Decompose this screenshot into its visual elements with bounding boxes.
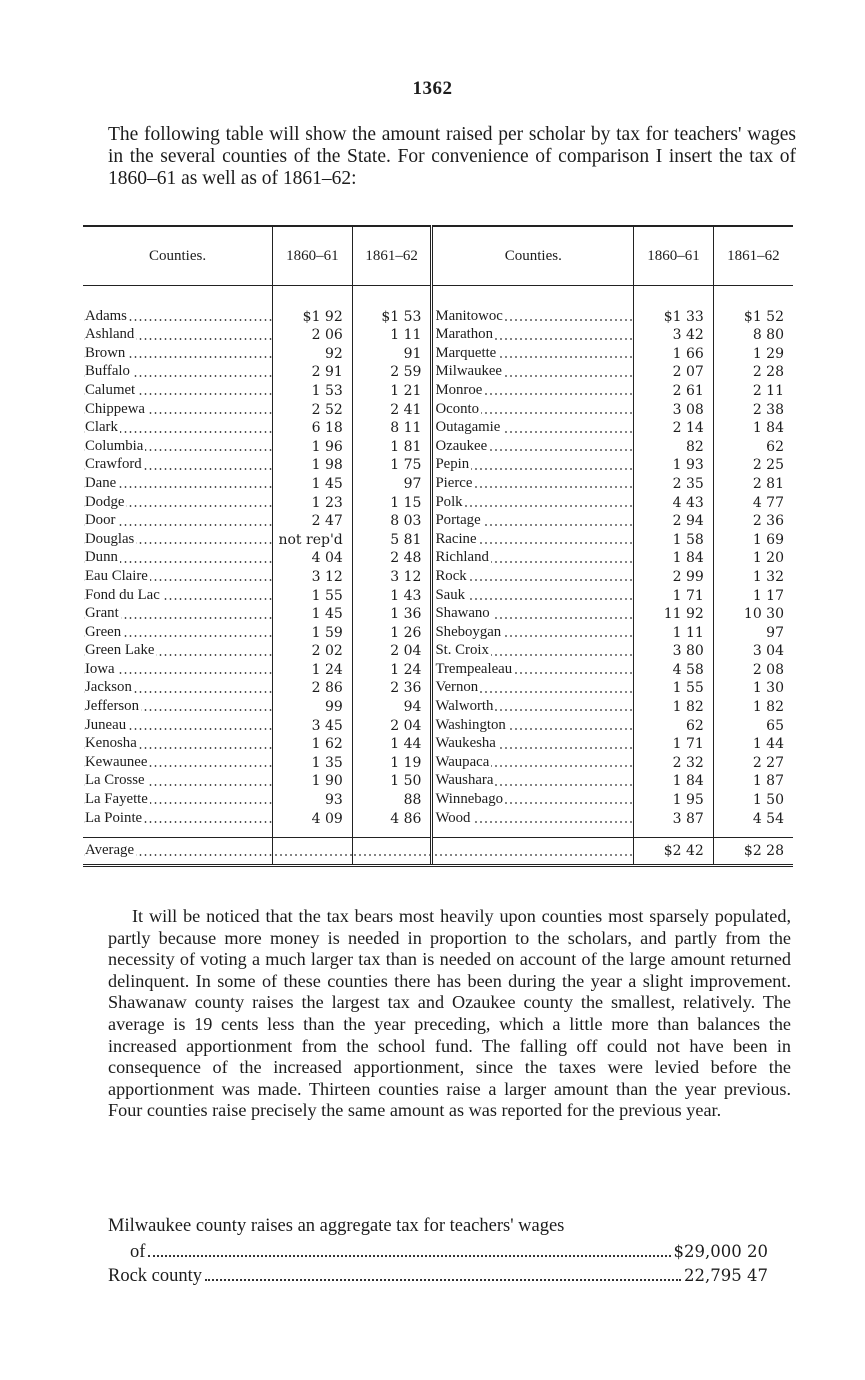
right-1860-61-value: 3 80: [634, 641, 714, 660]
left-1861-62-value: 94: [352, 696, 432, 715]
county-name: Eau Claire: [85, 567, 148, 584]
table-spacer-row: [83, 827, 793, 838]
county-name: Pepin: [435, 456, 470, 473]
header-1861-62-right: 1861–62: [713, 226, 793, 286]
milwaukee-of-label: of: [130, 1242, 146, 1262]
right-county-cell: [432, 343, 634, 362]
table-row: [83, 529, 793, 548]
left-county-cell: [83, 343, 273, 362]
rock-aggregate-row: [108, 1266, 768, 1287]
county-name: Pierce: [435, 474, 473, 491]
right-1860-61-value: 1 82: [634, 696, 714, 715]
table-row: [83, 585, 793, 604]
county-name: Washington: [435, 716, 506, 733]
left-county-cell: [83, 641, 273, 660]
left-1861-62-value: 1 24: [352, 659, 432, 678]
right-county-cell: [432, 418, 634, 437]
table-row: [83, 622, 793, 641]
right-1861-62-value: 2 36: [713, 511, 793, 530]
table-row: [83, 566, 793, 585]
right-1860-61-value: 11 92: [634, 604, 714, 623]
table-row: [83, 548, 793, 567]
right-1860-61-value: 1 55: [634, 678, 714, 697]
average-right-blank: [432, 837, 634, 865]
right-1860-61-value: 1 71: [634, 734, 714, 753]
milwaukee-aggregate-row: [108, 1242, 768, 1263]
county-name: Trempealeau: [435, 660, 513, 677]
county-name: Calumet: [85, 381, 136, 398]
county-name: Richland: [435, 549, 489, 566]
right-county-cell: [432, 548, 634, 567]
county-name: La Fayette: [85, 791, 148, 808]
left-county-cell: [83, 659, 273, 678]
county-name: Door: [85, 512, 116, 529]
county-name: St. Croix: [435, 642, 489, 659]
right-county-cell: [432, 715, 634, 734]
right-county-cell: [432, 566, 634, 585]
table-row: [83, 343, 793, 362]
header-1860-61-left: 1860–61: [273, 226, 353, 286]
table-row: [83, 808, 793, 827]
right-county-cell: [432, 455, 634, 474]
county-name: Vernon: [435, 679, 479, 696]
county-name: Portage: [435, 512, 481, 529]
spacer-cell: [273, 286, 353, 307]
right-1861-62-value: 1 69: [713, 529, 793, 548]
right-1860-61-value: 2 14: [634, 418, 714, 437]
right-1860-61-value: 2 94: [634, 511, 714, 530]
table-row: [83, 380, 793, 399]
average-label-cell: [83, 837, 273, 865]
left-1861-62-value: 2 41: [352, 399, 432, 418]
right-1861-62-value: 4 54: [713, 808, 793, 827]
right-1861-62-value: 65: [713, 715, 793, 734]
left-county-cell: [83, 473, 273, 492]
average-row: [83, 837, 793, 865]
left-1860-61-value: 2 02: [273, 641, 353, 660]
left-1861-62-value: 2 48: [352, 548, 432, 567]
left-1860-61-value: 1 96: [273, 436, 353, 455]
right-1861-62-value: 1 20: [713, 548, 793, 567]
right-1860-61-value: 4 43: [634, 492, 714, 511]
left-1861-62-value: 91: [352, 343, 432, 362]
dot-leader: [148, 1255, 670, 1257]
county-tax-table: [83, 225, 793, 867]
right-county-cell: [432, 771, 634, 790]
county-name: Ozaukee: [435, 437, 488, 454]
right-1861-62-value: 8 80: [713, 325, 793, 344]
county-name: Walworth: [435, 698, 494, 715]
spacer-cell: [352, 286, 432, 307]
county-name: Brown: [85, 344, 126, 361]
left-1860-61-value: not rep'd: [273, 529, 353, 548]
right-1860-61-value: 1 93: [634, 455, 714, 474]
county-name: Sauk: [435, 586, 466, 603]
county-name: Iowa: [85, 660, 115, 677]
left-county-cell: [83, 789, 273, 808]
right-1860-61-value: 1 66: [634, 343, 714, 362]
right-1861-62-value: 2 25: [713, 455, 793, 474]
left-1860-61-value: 4 04: [273, 548, 353, 567]
left-1860-61-value: 92: [273, 343, 353, 362]
county-name: Marquette: [435, 344, 497, 361]
left-county-cell: [83, 548, 273, 567]
table-header-row: [83, 226, 793, 286]
left-1860-61-value: 1 59: [273, 622, 353, 641]
county-name: Dodge: [85, 493, 125, 510]
table-row: [83, 789, 793, 808]
right-1861-62-value: 1 17: [713, 585, 793, 604]
left-county-cell: [83, 399, 273, 418]
county-name: Manitowoc: [435, 307, 503, 324]
county-name: Crawford: [85, 456, 142, 473]
table-spacer-row: [83, 286, 793, 307]
right-1861-62-value: 2 08: [713, 659, 793, 678]
table-row: [83, 734, 793, 753]
right-1861-62-value: 2 27: [713, 752, 793, 771]
right-county-cell: [432, 659, 634, 678]
right-1861-62-value: 62: [713, 436, 793, 455]
right-1860-61-value: 1 84: [634, 548, 714, 567]
spacer-cell: [713, 286, 793, 307]
table-row: [83, 752, 793, 771]
left-1860-61-value: 1 98: [273, 455, 353, 474]
left-1860-61-value: 1 24: [273, 659, 353, 678]
left-1861-62-value: 1 11: [352, 325, 432, 344]
right-1860-61-value: 1 58: [634, 529, 714, 548]
average-1861-62-value: $2 28: [713, 837, 793, 865]
left-county-cell: [83, 752, 273, 771]
left-1861-62-value: 1 26: [352, 622, 432, 641]
header-1860-61-right: 1860–61: [634, 226, 714, 286]
county-name: Racine: [435, 530, 477, 547]
right-county-cell: [432, 325, 634, 344]
table-row: [83, 306, 793, 325]
right-county-cell: [432, 604, 634, 623]
spacer-cell: [713, 827, 793, 838]
left-county-cell: [83, 492, 273, 511]
table-row: [83, 418, 793, 437]
spacer-cell: [273, 827, 353, 838]
right-county-cell: [432, 380, 634, 399]
right-1861-62-value: 1 84: [713, 418, 793, 437]
left-county-cell: [83, 455, 273, 474]
right-1861-62-value: 1 30: [713, 678, 793, 697]
header-1861-62-left: 1861–62: [352, 226, 432, 286]
left-1860-61-value: 2 52: [273, 399, 353, 418]
county-name: Marathon: [435, 326, 493, 343]
county-name: Clark: [85, 419, 118, 436]
left-1861-62-value: 1 44: [352, 734, 432, 753]
county-name: Winnebago: [435, 791, 504, 808]
county-name: Green: [85, 623, 122, 640]
county-name: Dane: [85, 474, 117, 491]
left-county-cell: [83, 585, 273, 604]
left-1861-62-value: 2 36: [352, 678, 432, 697]
county-name: Oconto: [435, 400, 479, 417]
milwaukee-amount: $29,000 20: [673, 1242, 768, 1261]
right-1860-61-value: 82: [634, 436, 714, 455]
spacer-cell: [83, 827, 273, 838]
spacer-cell: [634, 827, 714, 838]
left-1861-62-value: 3 12: [352, 566, 432, 585]
left-county-cell: [83, 604, 273, 623]
left-1860-61-value: 1 35: [273, 752, 353, 771]
county-name: Green Lake: [85, 642, 155, 659]
right-1861-62-value: 10 30: [713, 604, 793, 623]
left-1861-62-value: 1 15: [352, 492, 432, 511]
left-county-cell: [83, 678, 273, 697]
right-1861-62-value: 2 81: [713, 473, 793, 492]
county-name: Waupaca: [435, 753, 490, 770]
county-name: Rock: [435, 567, 467, 584]
right-county-cell: [432, 622, 634, 641]
county-name: Outagamie: [435, 419, 501, 436]
dot-leader: [205, 1279, 681, 1281]
table-row: [83, 715, 793, 734]
left-1861-62-value: 2 59: [352, 362, 432, 381]
county-name: Adams: [85, 307, 127, 324]
right-county-cell: [432, 306, 634, 325]
left-1861-62-value: 4 86: [352, 808, 432, 827]
rock-amount: 22,795 47: [684, 1266, 768, 1285]
left-1860-61-value: 1 53: [273, 380, 353, 399]
left-1861-62-value: 1 36: [352, 604, 432, 623]
county-name: Wood: [435, 809, 471, 826]
right-county-cell: [432, 473, 634, 492]
left-1860-61-value: 1 62: [273, 734, 353, 753]
right-county-cell: [432, 362, 634, 381]
table-row: [83, 473, 793, 492]
right-1860-61-value: 2 35: [634, 473, 714, 492]
right-county-cell: [432, 585, 634, 604]
left-1860-61-value: 3 45: [273, 715, 353, 734]
right-1860-61-value: 2 61: [634, 380, 714, 399]
left-1860-61-value: $1 92: [273, 306, 353, 325]
average-1860-61-value: $2 42: [634, 837, 714, 865]
right-1860-61-value: 3 08: [634, 399, 714, 418]
left-county-cell: [83, 771, 273, 790]
table-row: [83, 641, 793, 660]
right-1860-61-value: 1 84: [634, 771, 714, 790]
left-1861-62-value: 88: [352, 789, 432, 808]
left-1860-61-value: 2 47: [273, 511, 353, 530]
average-left-blank: [352, 837, 432, 865]
table-row: [83, 362, 793, 381]
county-name: Grant: [85, 605, 119, 622]
right-1861-62-value: 1 82: [713, 696, 793, 715]
left-county-cell: [83, 362, 273, 381]
left-1861-62-value: $1 53: [352, 306, 432, 325]
left-county-cell: [83, 380, 273, 399]
left-county-cell: [83, 696, 273, 715]
right-1860-61-value: 62: [634, 715, 714, 734]
left-1861-62-value: 1 43: [352, 585, 432, 604]
right-county-cell: [432, 436, 634, 455]
right-county-cell: [432, 696, 634, 715]
right-1860-61-value: 3 42: [634, 325, 714, 344]
county-name: Kewaunee: [85, 753, 148, 770]
spacer-cell: [432, 827, 634, 838]
county-name: Shawano: [435, 605, 490, 622]
county-name: Waushara: [435, 772, 494, 789]
average-label: Average: [85, 842, 135, 859]
county-name: Sheboygan: [435, 623, 502, 640]
right-county-cell: [432, 678, 634, 697]
left-1860-61-value: 1 90: [273, 771, 353, 790]
left-1861-62-value: 1 81: [352, 436, 432, 455]
county-name: Douglas: [85, 530, 135, 547]
spacer-cell: [83, 286, 273, 307]
left-1861-62-value: 1 75: [352, 455, 432, 474]
right-county-cell: [432, 511, 634, 530]
county-name: La Crosse: [85, 772, 145, 789]
right-county-cell: [432, 399, 634, 418]
left-1861-62-value: 1 21: [352, 380, 432, 399]
header-counties-left: Counties.: [83, 226, 273, 286]
right-1860-61-value: 2 99: [634, 566, 714, 585]
left-1860-61-value: 1 23: [273, 492, 353, 511]
right-county-cell: [432, 529, 634, 548]
county-name: Milwaukee: [435, 363, 503, 380]
left-1861-62-value: 8 11: [352, 418, 432, 437]
right-1861-62-value: 1 29: [713, 343, 793, 362]
left-county-cell: [83, 306, 273, 325]
rock-county-label: Rock county: [108, 1266, 203, 1286]
county-name: Kenosha: [85, 735, 137, 752]
left-county-cell: [83, 418, 273, 437]
right-county-cell: [432, 734, 634, 753]
left-county-cell: [83, 566, 273, 585]
spacer-cell: [432, 286, 634, 307]
left-1860-61-value: 6 18: [273, 418, 353, 437]
right-1860-61-value: 3 87: [634, 808, 714, 827]
left-county-cell: [83, 436, 273, 455]
right-1860-61-value: 2 32: [634, 752, 714, 771]
table-row: [83, 678, 793, 697]
right-1860-61-value: 2 07: [634, 362, 714, 381]
county-name: Columbia: [85, 437, 144, 454]
left-1860-61-value: 1 45: [273, 473, 353, 492]
right-1861-62-value: 1 87: [713, 771, 793, 790]
left-1861-62-value: 97: [352, 473, 432, 492]
table-row: [83, 399, 793, 418]
left-1860-61-value: 3 12: [273, 566, 353, 585]
table-row: [83, 604, 793, 623]
left-1861-62-value: 1 19: [352, 752, 432, 771]
page-number: 1362: [412, 78, 453, 99]
table-row: [83, 492, 793, 511]
county-name: Chippewa: [85, 400, 145, 417]
left-county-cell: [83, 622, 273, 641]
right-1861-62-value: 2 28: [713, 362, 793, 381]
table-row: [83, 325, 793, 344]
right-1861-62-value: 1 32: [713, 566, 793, 585]
right-1861-62-value: 1 44: [713, 734, 793, 753]
table-row: [83, 659, 793, 678]
table-row: [83, 771, 793, 790]
right-1860-61-value: 1 71: [634, 585, 714, 604]
right-county-cell: [432, 492, 634, 511]
county-name: Dunn: [85, 549, 118, 566]
left-1860-61-value: 1 55: [273, 585, 353, 604]
intro-paragraph: The following table will show the amount raised per scholar by tax for teachers' wages in the several counties of the State. For convenience of comparison I insert the tax of 1860–61 as well as of 1861–62:: [108, 124, 796, 189]
spacer-cell: [352, 827, 432, 838]
left-1861-62-value: 5 81: [352, 529, 432, 548]
county-name: Ashland: [85, 326, 135, 343]
left-1860-61-value: 2 06: [273, 325, 353, 344]
left-1860-61-value: 2 86: [273, 678, 353, 697]
left-1861-62-value: 2 04: [352, 641, 432, 660]
left-county-cell: [83, 529, 273, 548]
left-1860-61-value: 4 09: [273, 808, 353, 827]
left-1860-61-value: 93: [273, 789, 353, 808]
left-county-cell: [83, 715, 273, 734]
right-1860-61-value: 1 11: [634, 622, 714, 641]
county-name: Polk: [435, 493, 463, 510]
county-name: Buffalo: [85, 363, 130, 380]
header-counties-right: Counties.: [432, 226, 634, 286]
aggregate-intro: Milwaukee county raises an aggregate tax for teachers' wages: [108, 1216, 565, 1236]
left-1861-62-value: 1 50: [352, 771, 432, 790]
county-name: Monroe: [435, 381, 483, 398]
right-1861-62-value: 4 77: [713, 492, 793, 511]
county-name: Waukesha: [435, 735, 496, 752]
right-county-cell: [432, 789, 634, 808]
left-1861-62-value: 2 04: [352, 715, 432, 734]
right-1861-62-value: 2 11: [713, 380, 793, 399]
left-1860-61-value: 1 45: [273, 604, 353, 623]
table-row: [83, 511, 793, 530]
commentary-paragraph: It will be noticed that the tax bears most heavily upon counties most sparsely populated, partly because more money is needed in proportion to the scholars, and partly from the necessity of voting a much larger tax than is needed on account of the large amount returned delinquent. In some of these counties there has been during the year a slight improvement. Shawanaw county raises the largest tax and Ozaukee county the smallest, relatively. The average is 19 cents less than the year preceding, which a little more than balances the increased apportionment from the school fund. The falling off could not have been in consequence of the increased apportionment, since the taxes were levied before the apportionment was made. Thirteen counties raise a larger amount than the year previous. Four counties raise precisely the same amount as was reported for the previous year.: [108, 906, 791, 1121]
right-1861-62-value: 1 50: [713, 789, 793, 808]
left-county-cell: [83, 734, 273, 753]
average-left-blank: [273, 837, 353, 865]
left-county-cell: [83, 325, 273, 344]
table-row: [83, 696, 793, 715]
right-county-cell: [432, 641, 634, 660]
right-1861-62-value: 2 38: [713, 399, 793, 418]
right-county-cell: [432, 808, 634, 827]
county-name: La Pointe: [85, 809, 143, 826]
right-county-cell: [432, 752, 634, 771]
county-name: Jefferson: [85, 698, 139, 715]
right-1860-61-value: 1 95: [634, 789, 714, 808]
right-1861-62-value: 3 04: [713, 641, 793, 660]
left-county-cell: [83, 511, 273, 530]
county-name: Juneau: [85, 716, 127, 733]
right-1860-61-value: $1 33: [634, 306, 714, 325]
right-1861-62-value: 97: [713, 622, 793, 641]
right-1861-62-value: $1 52: [713, 306, 793, 325]
county-name: Jackson: [85, 679, 132, 696]
spacer-cell: [634, 286, 714, 307]
table-row: [83, 455, 793, 474]
right-1860-61-value: 4 58: [634, 659, 714, 678]
left-1860-61-value: 2 91: [273, 362, 353, 381]
left-1861-62-value: 8 03: [352, 511, 432, 530]
table-row: [83, 436, 793, 455]
left-county-cell: [83, 808, 273, 827]
county-name: Fond du Lac: [85, 586, 160, 603]
left-1860-61-value: 99: [273, 696, 353, 715]
